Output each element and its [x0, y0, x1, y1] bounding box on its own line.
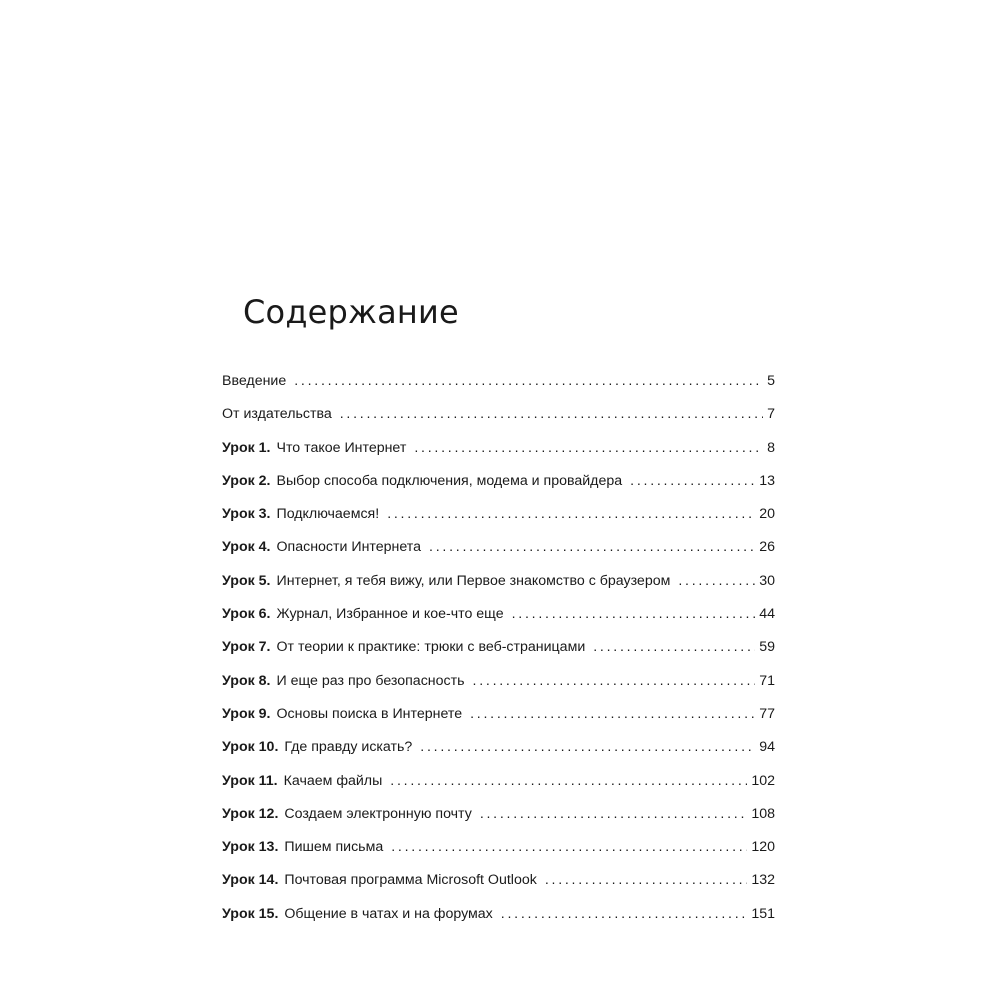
- entry-page-number: 44: [759, 606, 775, 623]
- dot-leader: [387, 503, 755, 525]
- entry-label: Урок 7.: [222, 639, 271, 656]
- entry-page-number: 132: [751, 872, 775, 889]
- entry-label: Урок 6.: [222, 606, 271, 623]
- dot-leader: [678, 570, 755, 592]
- toc-entry: [222, 736, 775, 769]
- entry-label: Урок 2.: [222, 472, 271, 489]
- entry-page-number: 20: [759, 506, 775, 523]
- entry-label: Урок 4.: [222, 539, 271, 556]
- entry-page-number: 13: [759, 472, 775, 489]
- entry-label: Урок 9.: [222, 705, 271, 722]
- dot-leader: [480, 803, 748, 825]
- entry-page-number: 120: [751, 839, 775, 856]
- dot-leader: [470, 703, 755, 725]
- dot-leader: [420, 736, 755, 758]
- dot-leader: [630, 470, 755, 492]
- entry-page-number: 151: [751, 905, 775, 922]
- toc-entry: [222, 903, 775, 936]
- toc-entry: [222, 770, 775, 803]
- entry-page-number: 108: [751, 805, 775, 822]
- entry-title: От издательства: [222, 406, 332, 423]
- entry-title: Почтовая программа Microsoft Outlook: [284, 872, 537, 889]
- entry-title: Основы поиска в Интернете: [276, 705, 463, 722]
- entry-title: Создаем электронную почту: [284, 805, 472, 822]
- dot-leader: [340, 403, 763, 425]
- entry-label: Урок 11.: [222, 772, 278, 789]
- entry-title: От теории к практике: трюки с веб-страницами: [276, 639, 586, 656]
- entry-page-number: 59: [759, 639, 775, 656]
- entry-title: Что такое Интернет: [276, 439, 407, 456]
- entry-page-number: 102: [751, 772, 775, 789]
- entry-label: Урок 15.: [222, 905, 279, 922]
- dot-leader: [593, 636, 755, 658]
- dot-leader: [390, 770, 747, 792]
- entry-title: Общение в чатах и на форумах: [284, 905, 493, 922]
- entry-label: Урок 1.: [222, 439, 271, 456]
- page-title: Содержание: [243, 293, 459, 331]
- entry-label: Урок 3.: [222, 506, 271, 523]
- dot-leader: [294, 370, 763, 392]
- entry-label: Урок 10.: [222, 739, 279, 756]
- entry-label: Урок 5.: [222, 572, 271, 589]
- toc-entry: [222, 437, 775, 470]
- entry-title: Интернет, я тебя вижу, или Первое знакомство с браузером: [276, 572, 671, 589]
- dot-leader: [391, 836, 747, 858]
- entry-page-number: 7: [767, 406, 775, 423]
- entry-label: Урок 8.: [222, 672, 271, 689]
- entry-title: Пишем письма: [284, 839, 384, 856]
- entry-title: Качаем файлы: [283, 772, 383, 789]
- entry-page-number: 71: [759, 672, 775, 689]
- dot-leader: [414, 437, 763, 459]
- entry-page-number: 5: [767, 373, 775, 389]
- entry-title: Журнал, Избранное и кое-что еще: [276, 606, 504, 623]
- entry-title: Выбор способа подключения, модема и провайдера: [276, 472, 623, 489]
- dot-leader: [512, 603, 756, 625]
- entry-page-number: 77: [759, 705, 775, 722]
- toc-entry: [222, 803, 775, 836]
- entry-title: Введение: [222, 373, 287, 389]
- entry-page-number: 8: [767, 439, 775, 456]
- toc-entry: [222, 370, 775, 403]
- entry-label: Урок 14.: [222, 872, 279, 889]
- entry-title: Опасности Интернета: [276, 539, 422, 556]
- toc-entry: [222, 470, 775, 503]
- entry-page-number: 26: [759, 539, 775, 556]
- entry-title: И еще раз про безопасность: [276, 672, 465, 689]
- toc-entry: [222, 536, 775, 569]
- entry-page-number: 94: [759, 739, 775, 756]
- entry-title: Подключаемся!: [276, 506, 380, 523]
- toc-entry: [222, 603, 775, 636]
- toc-entry: [222, 869, 775, 902]
- dot-leader: [429, 536, 755, 558]
- toc-entry: [222, 703, 775, 736]
- entry-title: Где правду искать?: [284, 739, 413, 756]
- toc-entry: [222, 570, 775, 603]
- dot-leader: [545, 869, 748, 891]
- table-of-contents: [222, 370, 775, 936]
- toc-entry: [222, 503, 775, 536]
- toc-entry: [222, 836, 775, 869]
- dot-leader: [501, 903, 748, 925]
- toc-entry: [222, 636, 775, 669]
- toc-entry: [222, 670, 775, 703]
- toc-entry: [222, 403, 775, 436]
- dot-leader: [473, 670, 756, 692]
- entry-label: Урок 13.: [222, 839, 279, 856]
- entry-label: Урок 12.: [222, 805, 279, 822]
- entry-page-number: 30: [759, 572, 775, 589]
